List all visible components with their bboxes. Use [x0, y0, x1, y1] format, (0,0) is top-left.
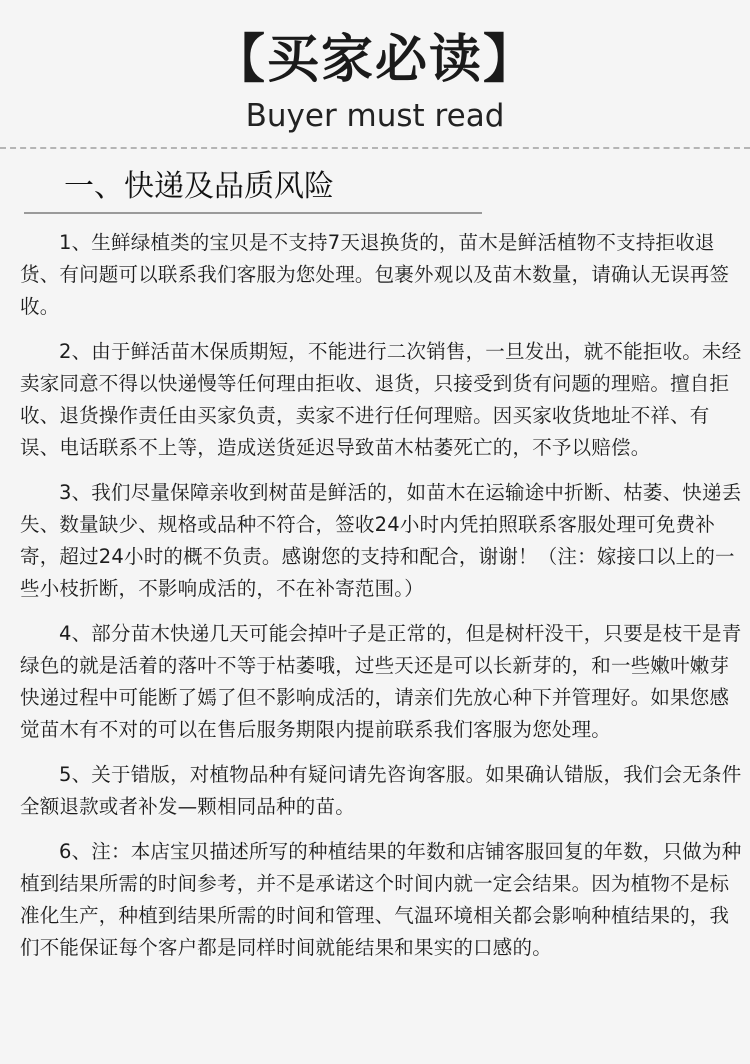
notice-paragraph-6: 6、注：本店宝贝描述所写的种植结果的年数和店铺客服回复的年数，只做为种植到结果所需的时间参考，并不是承诺这个时间内就一定会结果。因为植物不是标准化生产，种植到结果所需的时间和管理、气温环境相关都会影响种植结果的，我们不能保证每个客户都是同样时间就能结果和果实的口感的。 [20, 840, 742, 959]
notice-paragraph-4: 4、部分苗木快递几天可能会掉叶子是正常的，但是树杆没干，只要是枝干是青绿色的就是活着的落叶不等于枯萎哦，过些天还是可以长新芽的，和一些嫩叶嫩芽快递过程中可能断了嫣了但不影响成活的，请亲们先放心种下并管理好。如果您感觉苗木有不对的可以在售后服务期限内提前联系我们客服为您处理。 [20, 622, 742, 741]
dashed-divider [0, 147, 750, 149]
page-subtitle: Buyer must read [245, 98, 505, 134]
notice-paragraph-3: 3、我们尽量保障亲收到树苗是鲜活的，如苗木在运输途中折断、枯萎、快递丢失、数量缺少、规格或品种不符合，签收24小时内凭拍照联系客服处理可免费补寄，超过24小时的概不负责。感谢您的支持和配合，谢谢！（注：嫁接口以上的一些小枝折断，不影响成活的，不在补寄范围。） [20, 481, 742, 600]
page-title: 【买家必读】 [212, 30, 537, 90]
notice-paragraph-5: 5、关于错版，对植物品种有疑问请先咨询客服。如果确认错版，我们会无条件全额退款或者补发—颗相同品种的苗。 [20, 763, 742, 818]
notice-paragraph-1: 1、生鲜绿植类的宝贝是不支持7天退换货的，苗木是鲜活植物不支持拒收退货、有问题可以联系我们客服为您处理。包裹外观以及苗木数量，请确认无误再签收。 [20, 231, 730, 318]
notice-paragraph-2: 2、由于鲜活苗木保质期短，不能进行二次销售，一旦发出，就不能拒收。未经卖家同意不得以快递慢等任何理由拒收、退货，只接受到货有问题的理赔。擅自拒收、退货操作责任由买家负责，卖家不进行任何理赔。因买家收货地址不祥、有误、电话联系不上等，造成送货延迟导致苗木枯萎死亡的，不予以赔偿。 [20, 340, 742, 459]
section-title: 一、快递及品质风险 [64, 169, 334, 204]
notice-body [20, 227, 742, 977]
page-header [0, 0, 750, 148]
section-underline [24, 212, 482, 214]
